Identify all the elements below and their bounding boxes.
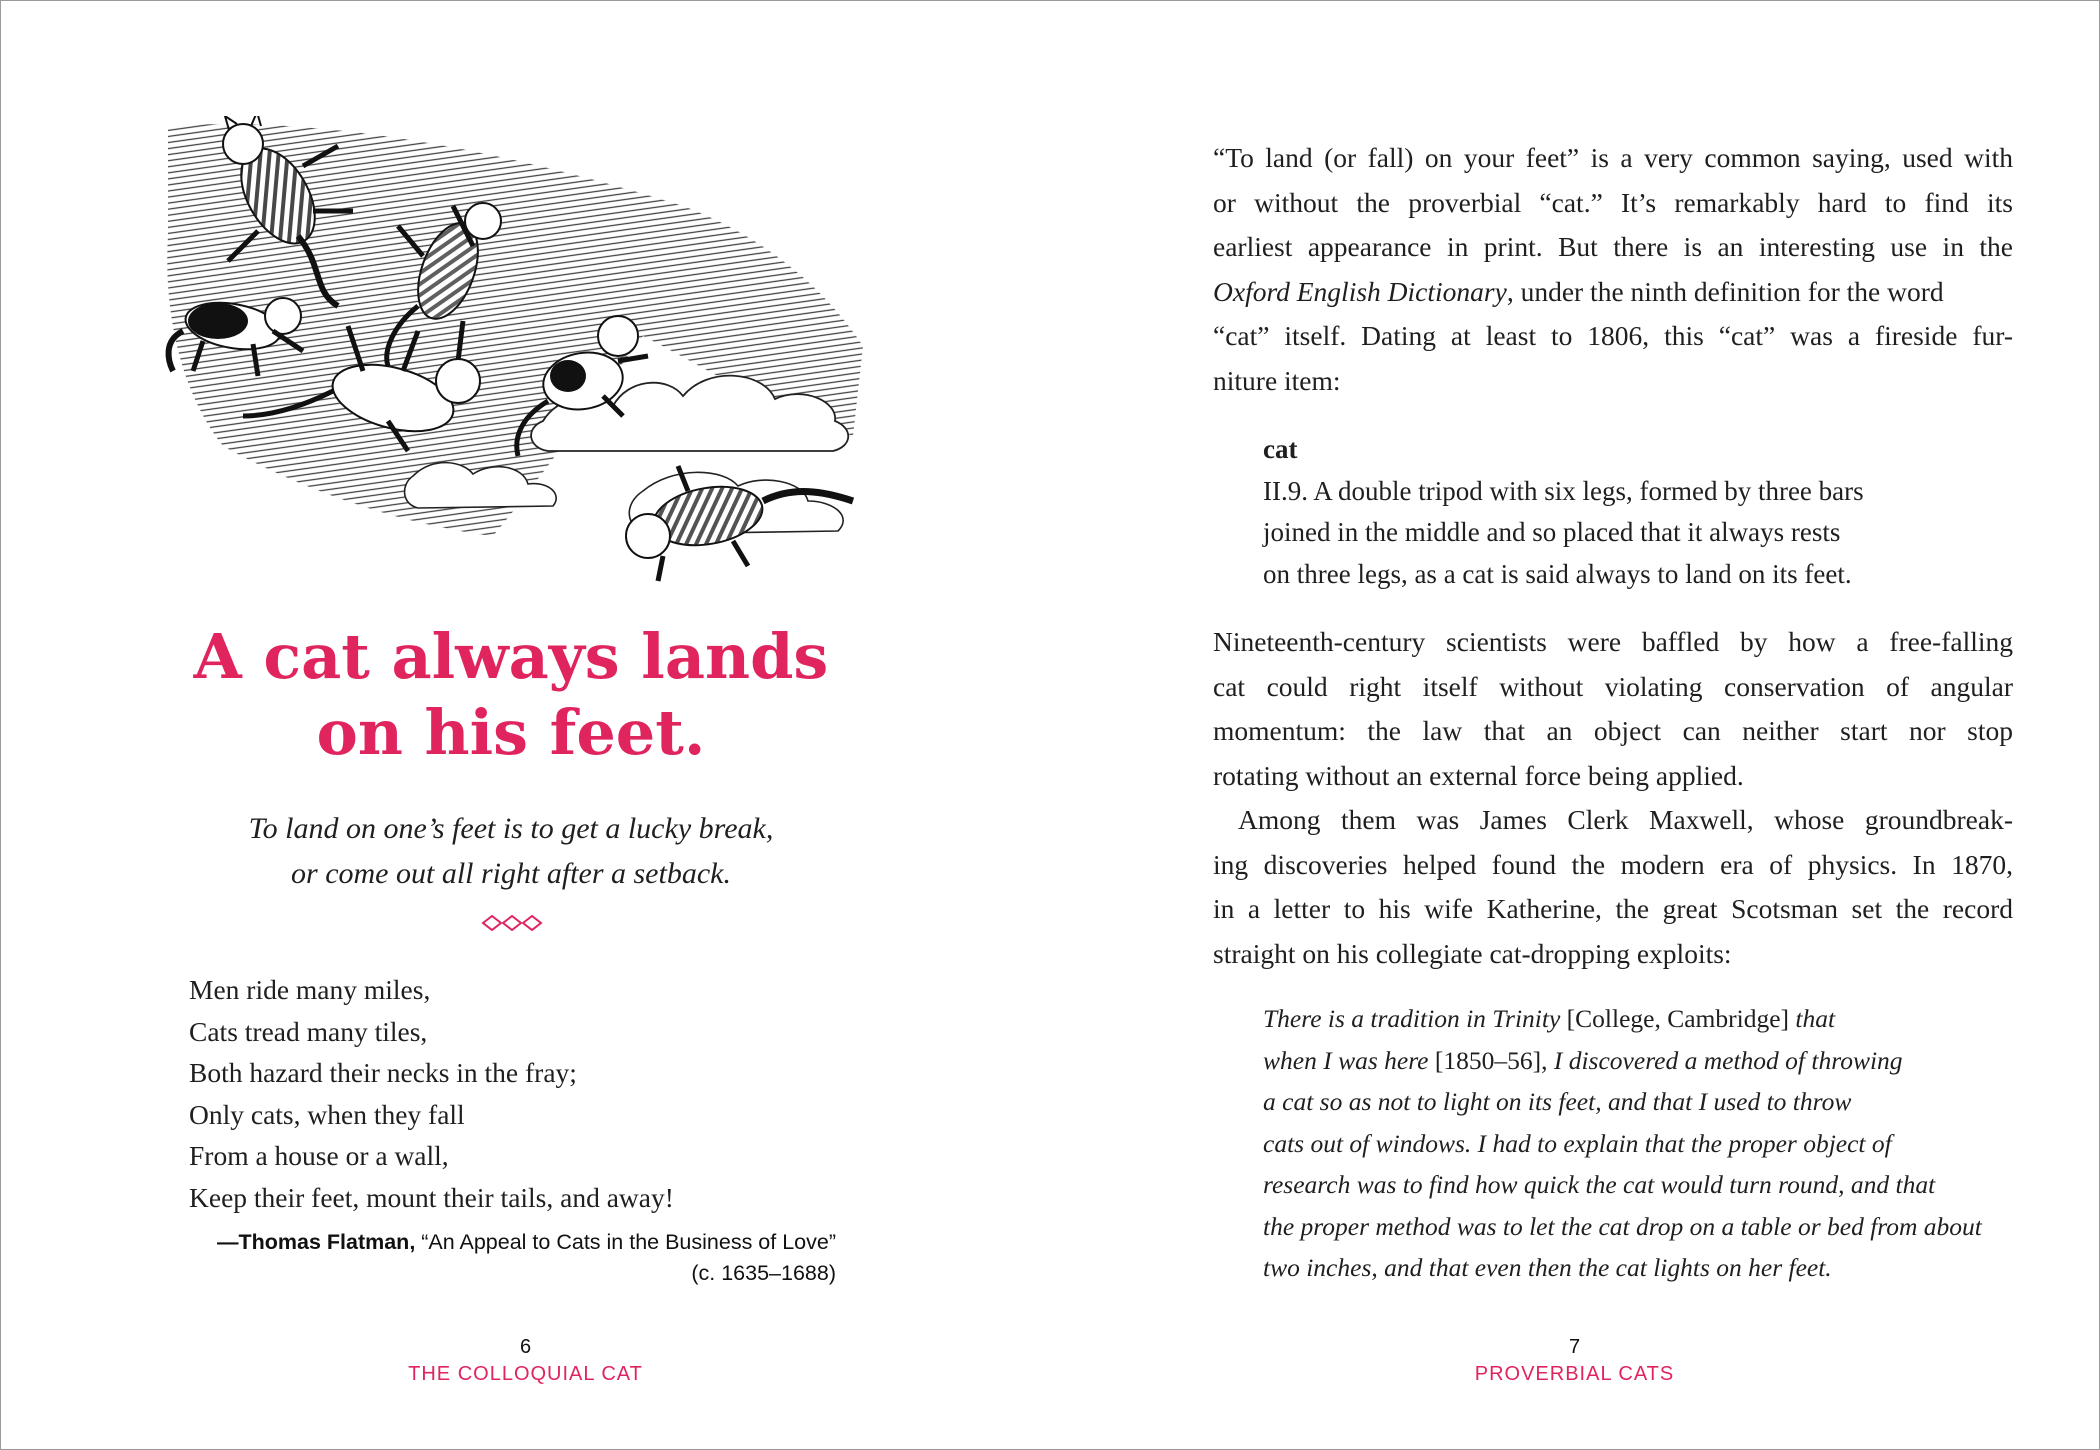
quote-line: a cat so as not to light on its feet, and that I used to throw (1263, 1087, 1852, 1116)
paragraph-line: in a letter to his wife Katherine, the great Scotsman set the record (1213, 893, 2013, 924)
paragraph-3 (1213, 798, 2013, 976)
paragraph-line: cat could right itself without violating conservation of angular (1213, 670, 2013, 702)
quote-line: two inches, and that even then the cat lights on her feet. (1263, 1253, 1832, 1282)
subtitle-line-1: To land on one’s feet is to get a lucky break, (248, 812, 774, 845)
quote-line: There is a tradition in Trinity [College, Cambridge] that (1263, 1004, 1836, 1033)
paragraph-line: straight on his collegiate cat-dropping exploits: (1213, 937, 1732, 969)
paragraph-line: or without the proverbial “cat.” It’s remarkably hard to find its (1213, 186, 2013, 218)
verse-line: Men ride many miles, (189, 974, 431, 1005)
paragraph-line: “cat” itself. Dating at least to 1806, this “cat” was a fireside fur- (1213, 320, 2013, 351)
quote-line: research was to find how quick the cat would turn round, and that (1263, 1170, 1936, 1199)
paragraph-line: niture item: (1213, 364, 1341, 396)
running-head: THE COLLOQUIAL CAT (408, 1363, 643, 1385)
definition-line: II.9. A double tripod with six legs, formed by three bars (1263, 475, 1864, 506)
proverb-meaning (131, 806, 891, 896)
paragraph-line: Among them was James Clerk Maxwell, whose groundbreak- (1238, 804, 2013, 835)
paragraph-line: earliest appearance in print. But there is an interesting use in the (1213, 231, 2013, 262)
paragraph-line: rotating without an external force being applied. (1213, 759, 1744, 791)
verse-attribution (217, 1227, 836, 1289)
quote-line: when I was here [1850–56], I discovered a method of throwing (1263, 1045, 1903, 1075)
diamond-ornament-icon (481, 914, 545, 932)
verse-line: Both hazard their necks in the fray; (189, 1057, 577, 1088)
left-page (1, 1, 1050, 1449)
paragraph-line: momentum: the law that an object can neither start nor stop (1213, 715, 2013, 746)
definition-term: cat (1263, 434, 1298, 464)
definition-line: on three legs, as a cat is said always to land on its feet. (1263, 558, 1852, 589)
verse-line: Cats tread many tiles, (189, 1015, 428, 1047)
subtitle-line-2: or come out all right after a setback. (291, 857, 731, 890)
proverb-headline (131, 619, 891, 771)
attribution-author: —Thomas Flatman, (216, 1230, 416, 1254)
paragraph-2 (1213, 620, 2013, 798)
page-number: 6 (519, 1336, 532, 1358)
dictionary-definition (1263, 429, 1864, 595)
verse-line: From a house or a wall, (189, 1140, 449, 1171)
verse-line: Only cats, when they fall (189, 1098, 465, 1130)
paragraph-line: Nineteenth-century scientists were baffled by how a free-falling (1213, 626, 2013, 657)
headline-line-2: on his feet. (316, 696, 706, 769)
verse (189, 969, 674, 1218)
verse-line: Keep their feet, mount their tails, and away! (189, 1181, 674, 1213)
attribution-dates: (c. 1635–1688) (691, 1261, 836, 1285)
right-page (1050, 1, 2099, 1449)
paragraph-1 (1213, 136, 2013, 403)
maxwell-quote (1263, 998, 1982, 1289)
definition-line: joined in the middle and so placed that it always rests (1263, 517, 1841, 547)
running-head: PROVERBIAL CATS (1474, 1363, 1675, 1385)
dictionary-title: Oxford English Dictionary (1213, 275, 1507, 307)
paragraph-line: Oxford English Dictionary, under the ninth definition for the word (1213, 275, 1944, 307)
quote-line: cats out of windows. I had to explain that the proper object of (1263, 1128, 1892, 1158)
page-number: 7 (1568, 1336, 1581, 1358)
paragraph-line: “To land (or fall) on your feet” is a very common saying, used with (1213, 142, 2013, 173)
falling-cats-illustration (163, 116, 873, 591)
headline-line-1: A cat always lands (193, 620, 829, 693)
paragraph-line: ing discoveries helped found the modern era of physics. In 1870, (1213, 848, 2013, 880)
attribution-work: “An Appeal to Cats in the Business of Love” (415, 1230, 836, 1254)
quote-line: the proper method was to let the cat drop on a table or bed from about (1263, 1211, 1982, 1241)
